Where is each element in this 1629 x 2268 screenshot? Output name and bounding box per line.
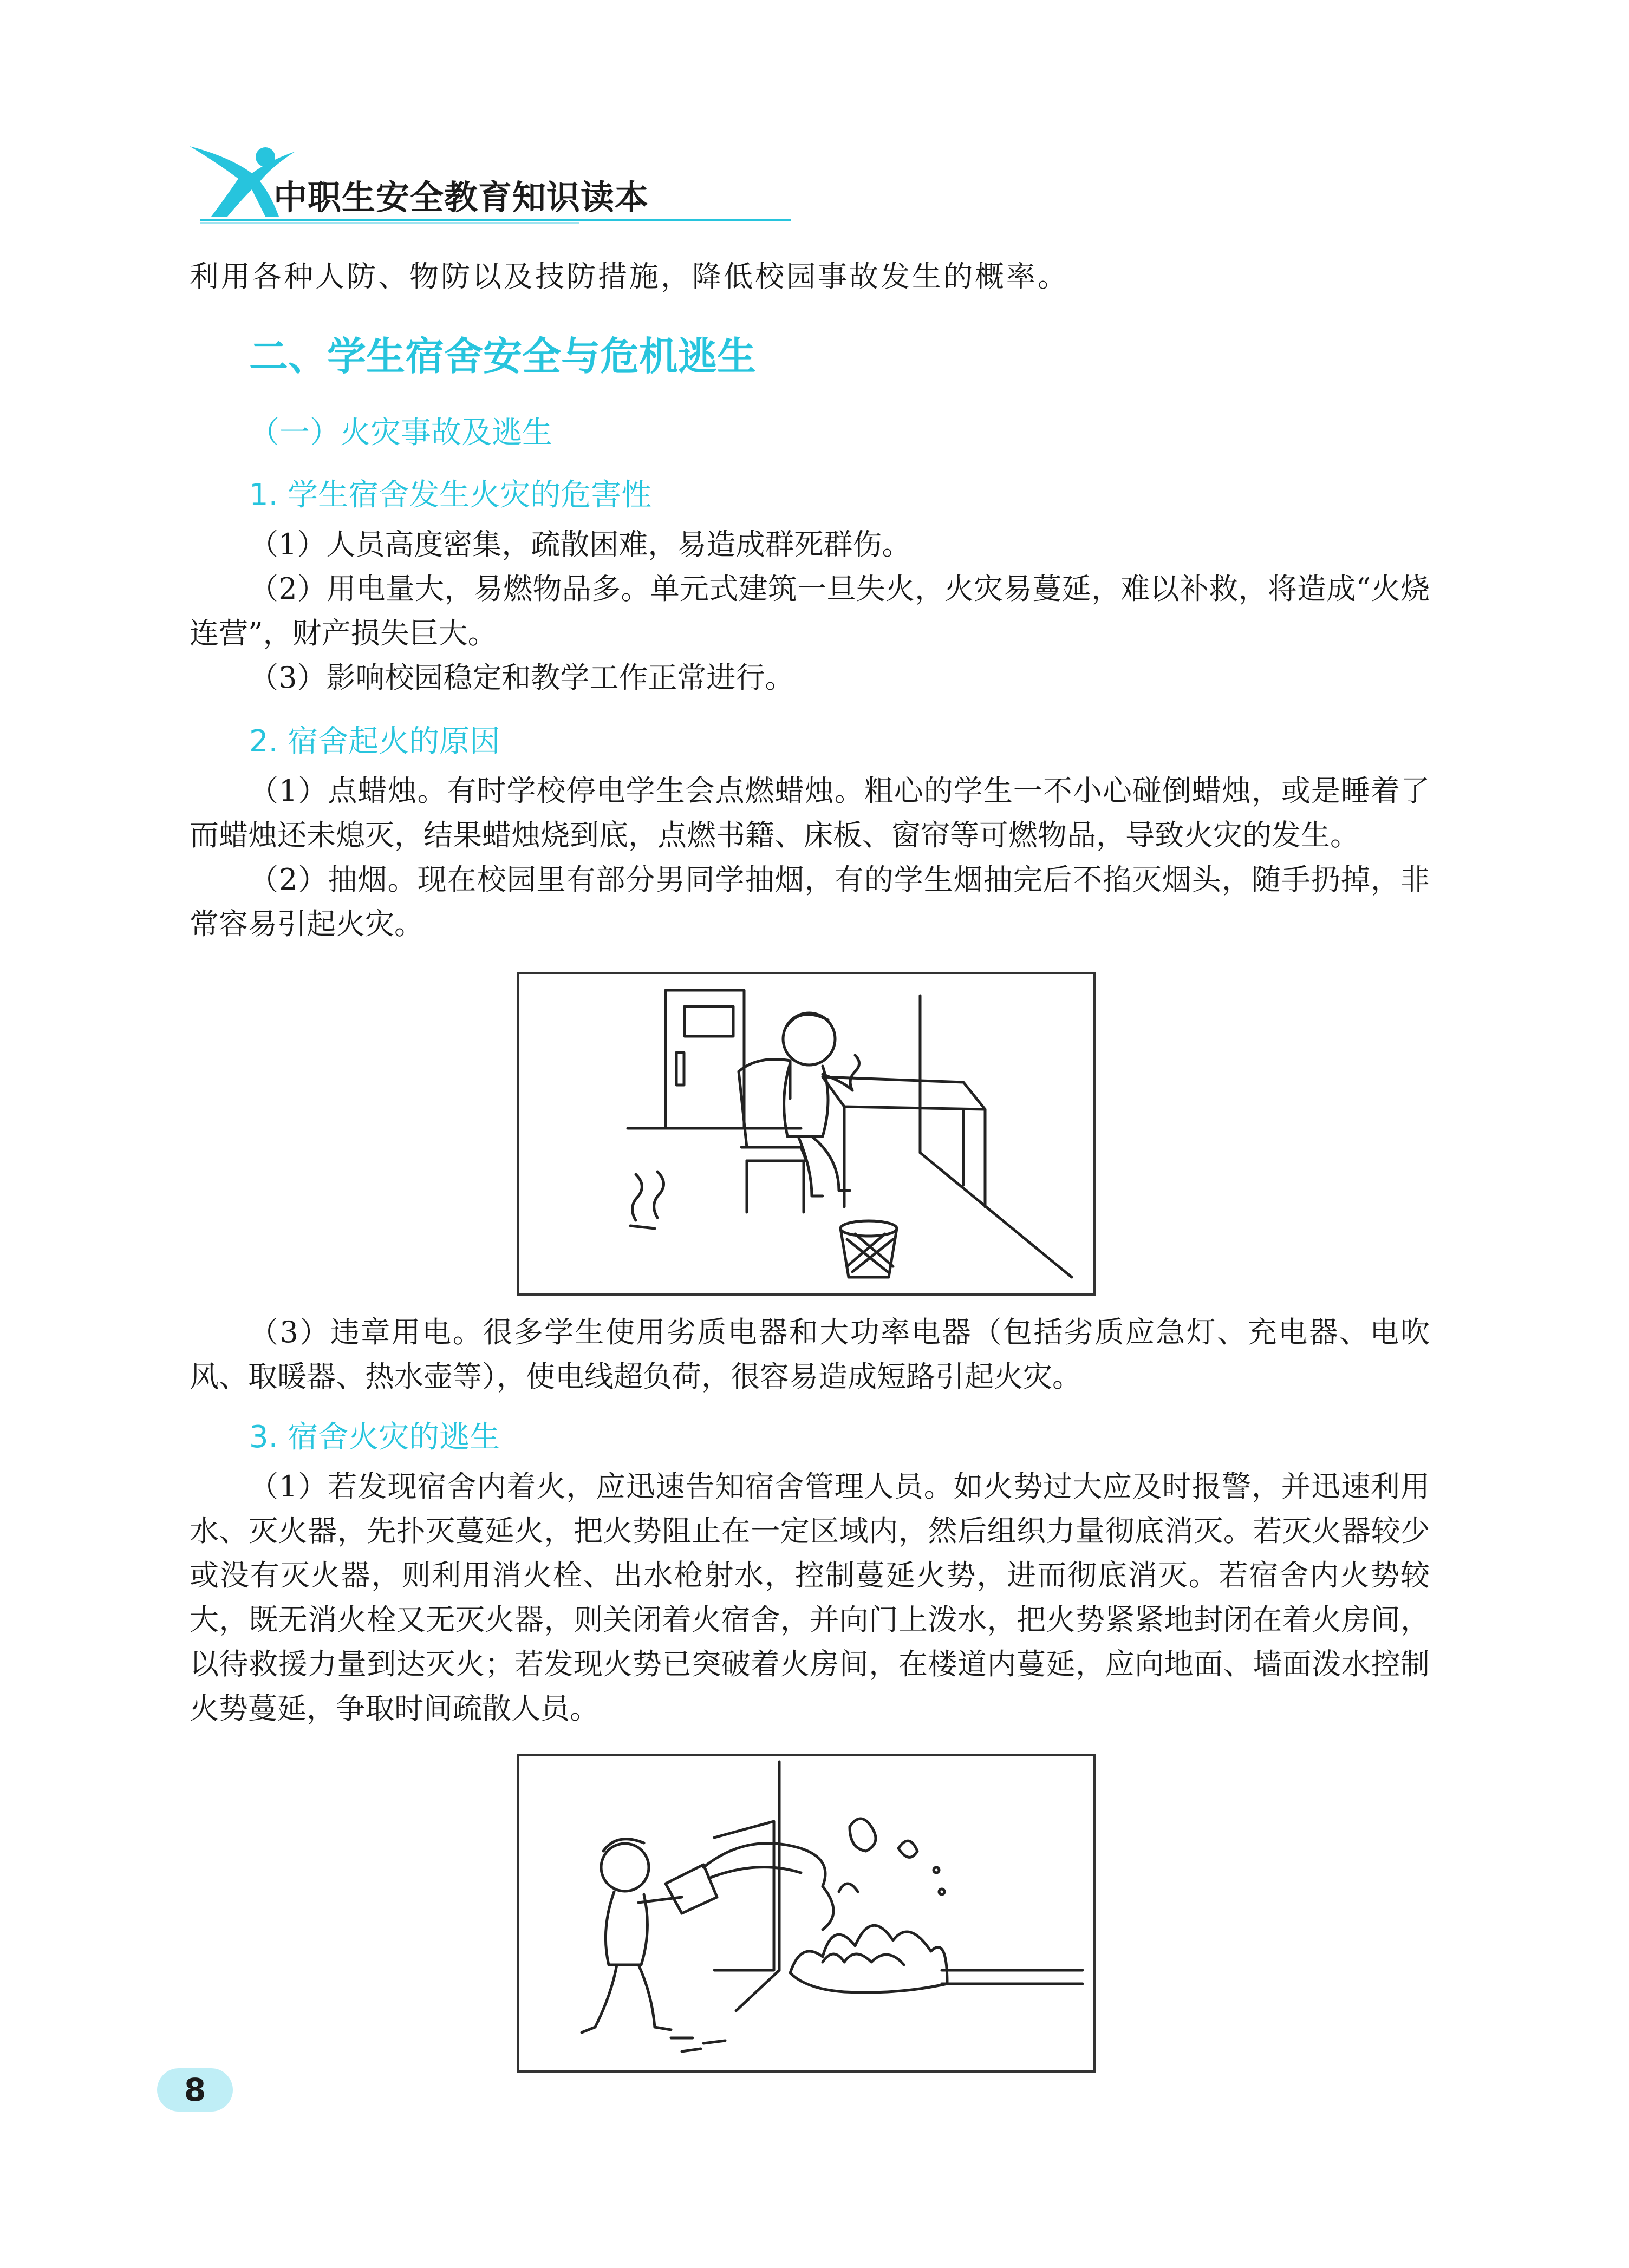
list-item: （1）点蜡烛。有时学校停电学生会点燃蜡烛。粗心的学生一不小心碰倒蜡烛，或是睡着了而蜡烛还未熄灭，结果蜡烛烧到底，点燃书籍、床板、窗帘等可燃物品，导致火灾的发生。 [190,774,1430,852]
page-number: 8 [184,2071,206,2108]
part3-list [190,1465,1430,1731]
part2-list [190,769,1430,946]
list-item: （2）用电量大，易燃物品多。单元式建筑一旦失火，火灾易蔓延，难以补救，将造成“火烧连营”，财产损失巨大。 [190,572,1430,650]
fire-extinguish-illustration [517,1754,1096,2073]
header-rule [200,217,791,224]
subsection-title: （一）火灾事故及逃生 [249,415,552,450]
intro-line: 利用各种人防、物防以及技防措施，降低校园事故发生的概率。 [190,259,1069,293]
page-number-badge [157,2068,233,2112]
list-item: （1）若发现宿舍内着火，应迅速告知宿舍管理人员。如火势过大应及时报警，并迅速利用水、灭火器，先扑灭蔓延火，把火势阻止在一定区域内，然后组织力量彻底消灭。若灭火器较少或没有灭火器，则利用消火栓、出水枪射水，控制蔓延火势，进而彻底消灭。若宿舍内火势较大，既无消火栓又无灭火器，则关闭着火宿舍，并向门上泼水，把火势紧紧地封闭在着火房间，以待救援力量到达灭火；若发现火势已突破着火房间，在楼道内蔓延，应向地面、墙面泼水控制火势蔓延，争取时间疏散人员。 [190,1469,1430,1725]
water-on-fire-icon [519,1756,1093,2070]
section-title: 二、学生宿舍安全与危机逃生 [249,334,757,379]
smoking-student-icon [519,974,1093,1293]
list-item: （3）影响校园稳定和教学工作正常进行。 [249,661,794,695]
book-title: 中职生安全教育知识读本 [273,178,649,217]
intro-paragraph [190,254,1430,299]
part2-heading: 2. 宿舍起火的原因 [249,724,500,759]
smoking-illustration [517,972,1096,1296]
list-item: （3）违章用电。很多学生使用劣质电器和大功率电器（包括劣质应急灯、充电器、电吹风、取暖器、热水壶等），使电线超负荷，很容易造成短路引起火灾。 [190,1315,1430,1394]
part1-list [190,522,1430,700]
list-item: （1）人员高度密集，疏散困难，易造成群死群伤。 [249,527,911,561]
part1-heading: 1. 学生宿舍发生火灾的危害性 [249,478,652,513]
part2-item3-block [190,1310,1430,1399]
list-item: （2）抽烟。现在校园里有部分男同学抽烟，有的学生烟抽完后不掐灭烟头，随手扔掉，非常容易引起火灾。 [190,862,1430,941]
part3-heading: 3. 宿舍火灾的逃生 [249,1420,500,1455]
page-header [179,135,649,227]
